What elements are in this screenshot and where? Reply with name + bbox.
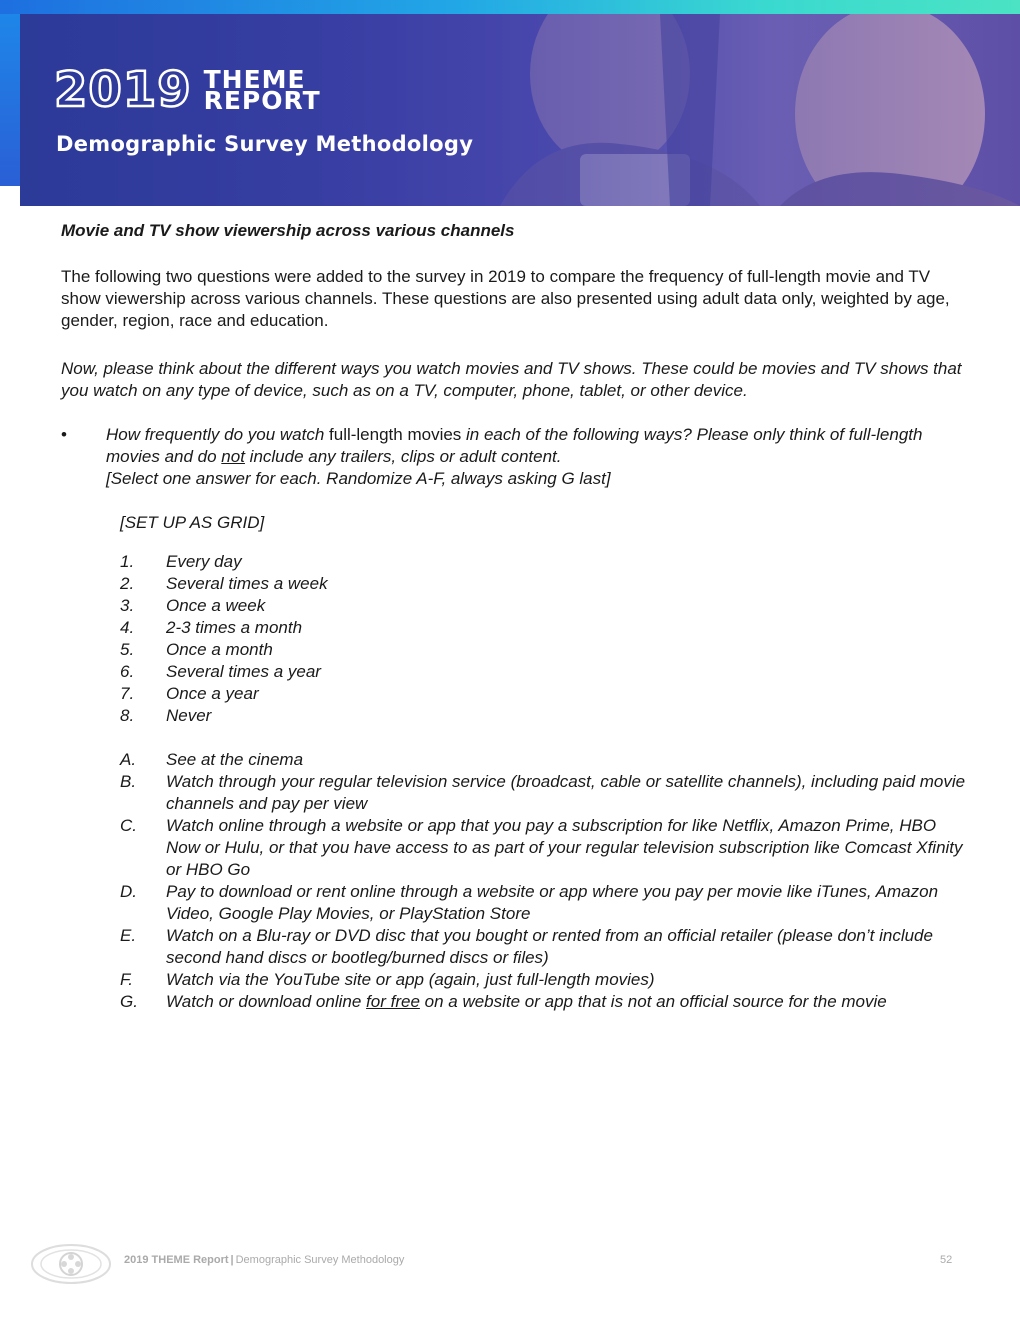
list-item: 4. 2-3 times a month [120, 618, 303, 637]
list-item: 8. Never [120, 706, 212, 725]
report-wordmark [203, 65, 321, 115]
list-item: E. Watch on a Blu-ray or DVD disc that you bought or rented from an official retailer (please don’t include second hand discs or bootleg/burned discs or files) [120, 926, 933, 967]
question-underline: not [221, 447, 245, 466]
grid-label: [SET UP AS GRID] [120, 513, 265, 532]
question-text-3: include any trailers, clips or adult content. [244, 447, 562, 466]
footer-caption [124, 1254, 404, 1266]
list-item: A. See at the cinema [120, 750, 304, 769]
page-footer [0, 1238, 1020, 1288]
report-logo [54, 62, 321, 118]
header-banner [20, 14, 1020, 206]
bullet-icon: • [61, 425, 67, 444]
intro-paragraph: The following two questions were added to the survey in 2019 to compare the frequency of full-length movie and TV show viewership across various channels. These questions are also presented using adult data only, weighted by age, gender, region, race and education. [61, 267, 950, 330]
channel-list [120, 749, 966, 1013]
top-gradient-bar [0, 0, 1020, 14]
list-item: 2. Several times a week [120, 574, 328, 593]
question-text-1: How frequently do you watch [106, 425, 330, 444]
header-subtitle: Demographic Survey Methodology [56, 132, 474, 156]
question-emphasis: full-length movies [329, 425, 462, 444]
frequency-list [120, 551, 966, 727]
survey-prompt: Now, please think about the different ways you watch movies and TV shows. These could be movies and TV shows that you watch on any type of device, such as on a TV, computer, phone, tablet, or other device. [61, 359, 962, 400]
wordmark-line-2: REPORT [203, 86, 321, 115]
list-item: G. Watch or download online for free on a website or app that is not an official source for the movie [120, 992, 887, 1011]
list-item: 6. Several times a year [120, 662, 321, 681]
left-accent-bar [0, 14, 20, 186]
footer-brand: 2019 THEME Report [124, 1254, 229, 1266]
list-item: 1. Every day [120, 552, 242, 571]
footer-section: Demographic Survey Methodology [235, 1254, 405, 1266]
list-item: B. Watch through your regular television service (broadcast, cable or satellite channels), including paid movie channels and pay per view [120, 772, 966, 813]
list-item: 3. Once a week [120, 596, 266, 615]
film-reel-logo-icon [30, 1242, 112, 1286]
list-item: 5. Once a month [120, 640, 273, 659]
list-item: D. Pay to download or rent online through a website or app where you pay per movie like iTunes, Amazon Video, Google Play Movies, or PlayStation Store [120, 882, 939, 923]
list-item: F. Watch via the YouTube site or app (again, just full-length movies) [120, 970, 655, 989]
list-item: C. Watch online through a website or app that you pay a subscription for like Netflix, Amazon Prime, HBO Now or Hulu, or that you have access to as part of your regular television subscription like Comcast Xfinity or HBO Go [120, 816, 963, 879]
question-text-2: in each of the following ways? Please only think of full-length movies and do [106, 425, 923, 466]
page-number: 52 [940, 1254, 953, 1266]
section-title: Movie and TV show viewership across various channels [61, 221, 515, 240]
page-content [61, 220, 966, 1035]
survey-question [61, 424, 966, 490]
wordmark-line-1: THEME [203, 65, 306, 94]
question-instruction: [Select one answer for each. Randomize A-F, always asking G last] [106, 469, 611, 488]
footer-separator: | [230, 1254, 234, 1266]
report-year: 2019 [54, 62, 192, 118]
list-item: 7. Once a year [120, 684, 259, 703]
